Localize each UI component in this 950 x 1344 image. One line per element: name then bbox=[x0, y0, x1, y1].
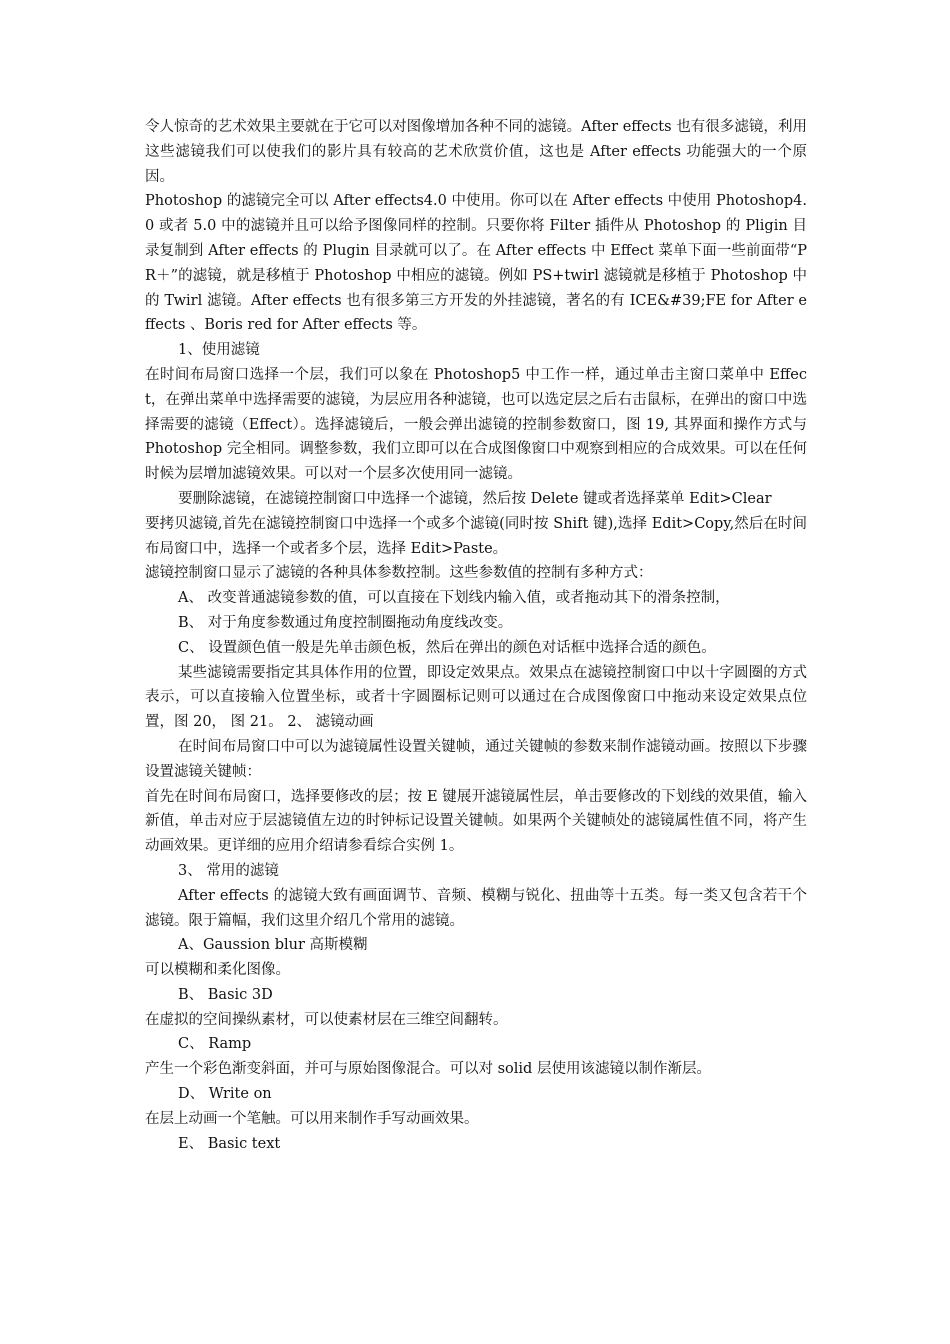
filter-item-write-on: D、 Write on bbox=[178, 1086, 272, 1103]
effect-point-paragraph: 某些滤镜需要指定其具体作用的位置，即设定效果点。效果点在滤镜控制窗口中以十字圆圈的方式表示，可以直接输入位置坐标，或者十字圆圈标记则可以通过在合成图像窗口中拖动来设定效果点位置，图 20， 图 21。 2、 滤镜动画 bbox=[145, 664, 807, 731]
copy-filter-paragraph: 要拷贝滤镜,首先在滤镜控制窗口中选择一个或多个滤镜(同时按 Shift 键),选择 Edit>Copy,然后在时间布局窗口中，选择一个或者多个层，选择 Edit>Paste。 bbox=[145, 515, 807, 557]
gaussian-blur-description: 可以模糊和柔化图像。 bbox=[145, 962, 290, 979]
filter-categories-paragraph: After effects 的滤镜大致有画面调节、音频、模糊与锐化、扭曲等十五类。每一类又包含若干个滤镜。限于篇幅，我们这里介绍几个常用的滤镜。 bbox=[145, 887, 807, 929]
filter-item-gaussian-blur: A、Gaussion blur 高斯模糊 bbox=[178, 937, 368, 954]
intro-paragraph: 令人惊奇的艺术效果主要就在于它可以对图像增加各种不同的滤镜。After effects 也有很多滤镜，利用这些滤镜我们可以使我们的影片具有较高的艺术欣赏价值，这也是 After effects 功能强大的一个原因。 bbox=[145, 119, 807, 185]
filter-item-ramp: C、 Ramp bbox=[178, 1036, 252, 1053]
filter-controls-paragraph: 滤镜控制窗口显示了滤镜的各种具体参数控制。这些参数值的控制有多种方式： bbox=[145, 565, 653, 582]
keyframe-paragraph: 在时间布局窗口中可以为滤镜属性设置关键帧，通过关键帧的参数来制作滤镜动画。按照以下步骤设置滤镜关键帧： bbox=[145, 738, 807, 780]
keyframe-steps-paragraph: 首先在时间布局窗口，选择要修改的层；按 E 键展开滤镜属性层，单击要修改的下划线的效果值，输入新值，单击对应于层滤镜值左边的时钟标记设置关键帧。如果两个关键帧处的滤镜属性值不同，将产生动画效果。更详细的应用介绍请参看综合实例 1。 bbox=[145, 788, 807, 855]
write-on-description: 在层上动画一个笔触。可以用来制作手写动画效果。 bbox=[145, 1110, 479, 1127]
ramp-description: 产生一个彩色渐变斜面，并可与原始图像混合。可以对 solid 层使用该滤镜以制作渐层。 bbox=[145, 1061, 711, 1078]
document-page bbox=[145, 115, 807, 1156]
filter-item-basic-text: E、 Basic text bbox=[178, 1135, 281, 1152]
section-heading-common-filters: 3、 常用的滤镜 bbox=[178, 862, 279, 879]
list-item-a: A、 改变普通滤镜参数的值，可以直接在下划线内输入值，或者拖动其下的滑条控制， bbox=[178, 590, 730, 607]
list-item-c: C、 设置颜色值一般是先单击颜色板，然后在弹出的颜色对话框中选择合适的颜色。 bbox=[178, 639, 716, 656]
section-heading-use-filters: 1、使用滤镜 bbox=[178, 342, 260, 359]
photoshop-filters-paragraph: Photoshop 的滤镜完全可以 After effects4.0 中使用。你可以在 After effects 中使用 Photoshop4.0 或者 5.0 中的滤镜并且可以给予图像同样的控制。只要你将 Filter 插件从 Photoshop 的 Pligin 目录复制到 After effects 的 Plugin 目录就可以了。在 After effects 中 Effect 菜单下面一些前面带“PR＋”的滤镜，就是移植于 Photoshop 中相应的滤镜。例如 PS+twirl 滤镜就是移植于 Photoshop 中的 Twirl 滤镜。After effects 也有很多第三方开发的外挂滤镜，著名的有 ICE&#39;FE for After effects 、Boris red for After effects 等。 bbox=[145, 193, 807, 334]
list-item-b: B、 对于角度参数通过角度控制圈拖动角度线改变。 bbox=[178, 614, 513, 631]
apply-filter-paragraph: 在时间布局窗口选择一个层，我们可以象在 Photoshop5 中工作一样，通过单击主窗口菜单中 Effect，在弹出菜单中选择需要的滤镜，为层应用各种滤镜，也可以选定层之后右击鼠标，在弹出的窗口中选择需要的滤镜（Effect）。选择滤镜后，一般会弹出滤镜的控制参数窗口，图 19, 其界面和操作方式与 Photoshop 完全相同。调整参数，我们立即可以在合成图像窗口中观察到相应的合成效果。可以在任何时候为层增加滤镜效果。可以对一个层多次使用同一滤镜。 bbox=[145, 366, 807, 483]
delete-filter-paragraph: 要删除滤镜，在滤镜控制窗口中选择一个滤镜，然后按 Delete 键或者选择菜单 Edit>Clear bbox=[178, 490, 772, 507]
basic-3d-description: 在虚拟的空间操纵素材，可以使素材层在三维空间翻转。 bbox=[145, 1011, 508, 1028]
filter-item-basic-3d: B、 Basic 3D bbox=[178, 986, 273, 1003]
